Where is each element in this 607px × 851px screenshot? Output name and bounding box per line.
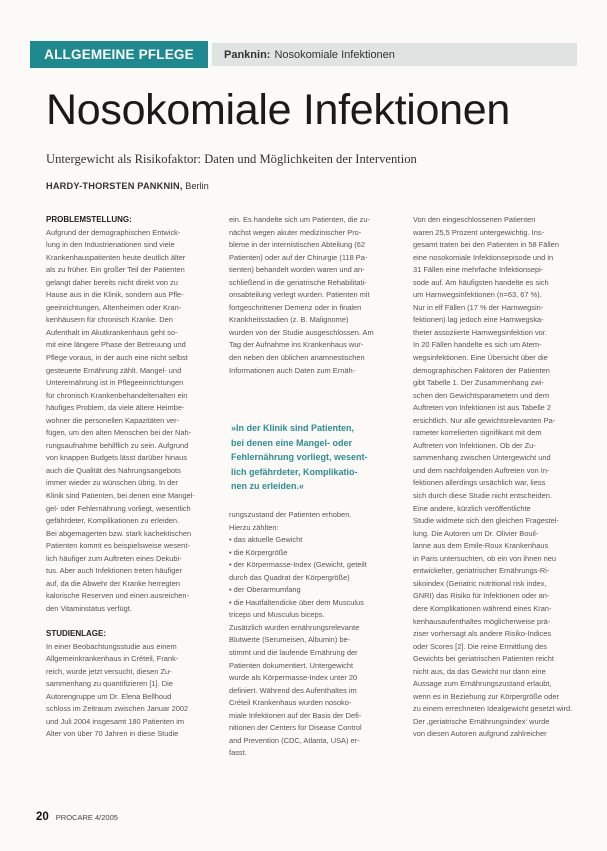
text-line: reich, wurde jetzt versucht, diesen Zu-: [46, 666, 172, 676]
text-line: Von den eingeschlossenen Patienten: [413, 215, 536, 224]
text-line: schen den Gewichtsparametern und dem: [413, 390, 550, 400]
running-head-topic: Nosokomiale Infektionen: [274, 48, 395, 61]
running-head-author: Panknin:: [224, 48, 271, 61]
byline: [46, 181, 209, 191]
text-line: Unterernährung ist in Pflegeeinrichtungen: [46, 378, 184, 388]
text-line: Hierzu zählten:: [229, 522, 279, 532]
text-line: rameter korrelierten signifikant mit dem: [413, 428, 542, 438]
text-line: • die Körpergröße: [229, 547, 288, 557]
text-line: stimmt und die laufende Ernährung der: [229, 648, 358, 658]
text-line: nicht aus, da das Gewicht nur dann eine: [413, 666, 546, 676]
text-line: als zu früher. Ein großer Teil der Patienten: [46, 265, 185, 275]
page-title: Nosokomiale Infektionen: [46, 86, 510, 134]
text-line: ersichtlich. Nur alle gewichtsrelevanten Pa-: [413, 415, 556, 425]
text-line: Auftreten von Infektionen. Ob der Zu-: [413, 440, 536, 450]
text-line: rungszustand der Patienten erhoben.: [229, 510, 352, 519]
text-line: fasst.: [229, 748, 247, 758]
text-line: und Juli 2004 insgesamt 180 Patienten im: [46, 716, 185, 726]
text-line: • die Hautfaltendicke über dem Musculus: [229, 597, 364, 607]
text-line: nächst wegen akuter medizinischer Pro-: [229, 227, 362, 237]
text-line: Gewichts bei geriatrischen Patienten reicht: [413, 654, 554, 664]
text-line: GNRI) das Risiko für Infektionen oder an-: [413, 591, 550, 601]
text-line: gefährdeter, Komplikationen zu erleiden.: [46, 516, 180, 526]
text-line: sikoindex (Geriatric nutritional risk index,: [413, 578, 547, 588]
author-location: Berlin: [185, 181, 209, 191]
section-heading: PROBLEMSTELLUNG:: [46, 215, 132, 224]
text-line: den neben den üblichen anamnestischen: [229, 353, 365, 363]
text-line: tus. Aber auch Infektionen treten häufiger: [46, 566, 183, 576]
publication-info: PROCARE 4/2005: [55, 813, 118, 822]
text-line: Pflege voraus, in der auch eine nicht selbst: [46, 353, 188, 363]
text-line: dere Komplikationen während eines Kran-: [413, 603, 552, 613]
text-line: für chronisch Krankenbehandeltenalten ein: [46, 390, 188, 400]
text-line: fektionen) lag jedoch eine Harnwegska-: [413, 315, 544, 325]
text-line: gesteuerte Ernährung zählt. Mangel- und: [46, 365, 182, 375]
text-line: den Vitaminstatus verfügt.: [46, 603, 132, 613]
text-line: Nur in elf Fällen (17 % der Harnwegsin-: [413, 302, 544, 312]
text-line: Zusätzlich wurden ernährungsrelevante: [229, 622, 360, 632]
text-line: Informationen auch Daten zum Ernäh-: [229, 365, 356, 375]
pull-quote-line: nen zu erleiden.«: [231, 481, 305, 491]
section-badge: ALLGEMEINE PFLEGE: [30, 41, 208, 68]
text-line: fektionen allerdings ursächlich war, liess: [413, 478, 546, 488]
text-line: gibt Tabelle 1. Der Zusammenhang zwi-: [413, 378, 544, 388]
page-footer: [36, 811, 118, 823]
text-line: auch die Qualität des Nahrungsangebots: [46, 465, 181, 475]
text-line: wenn es in Beziehung zur Körpergröße oder: [413, 691, 559, 701]
text-line: definiert. Während des Aufenthaltes im: [229, 685, 357, 695]
text-line: häufiges Problem, da viele ältere Heimbe-: [46, 403, 185, 413]
text-line: durch das Quadrat der Körpergröße): [229, 572, 350, 582]
text-line: auf, da die Abwehr der Kranke herregten: [46, 578, 180, 588]
pull-quote-line: Fehlernährung vorliegt, wesent-: [231, 452, 368, 462]
text-line: miale Infektionen auf der Basis der Defi-: [229, 710, 362, 720]
text-line: sode auf. Am häufigsten handelte es sich: [413, 277, 549, 287]
text-line: triceps und Musculus biceps.: [229, 610, 325, 620]
text-line: Der ‚geriatrische Ernährungsindex‘ wurde: [413, 716, 550, 726]
text-line: demographischen Faktoren der Patienten: [413, 365, 550, 375]
text-line: wurde als Körpermasse-Index unter 20: [229, 673, 358, 683]
text-line: wegsinfektionen. Eine Übersicht über die: [413, 353, 548, 363]
text-line: kenhäusern für chronisch Kranke. Den: [46, 315, 173, 325]
text-line: eine nosokomiale Infektionsepisode und in: [413, 252, 554, 262]
text-line: Patienten) oder auf der Chirurgie (118 Pa-: [229, 252, 368, 262]
text-line: Autorengruppe um Dr. Elena Bellhoud: [46, 691, 172, 701]
text-line: • der Körpermasse-Index (Gewicht, geteilt: [229, 560, 367, 570]
text-line: schloss im Zeitraum zwischen Januar 2002: [46, 704, 189, 714]
text-line: Allgemeinkrankenhaus in Créteil, Frank-: [46, 654, 179, 664]
text-line: theter assoziierte Harnwegsinfektion vor.: [413, 327, 547, 337]
text-line: nitionen der Centers for Disease Control: [229, 723, 362, 733]
text-line: Patienten kommt es beispielsweise wesent-: [46, 541, 190, 551]
text-line: lanne aus dem Emile-Roux Krankenhaus: [413, 541, 549, 551]
text-line: bleme in der internistischen Abteilung (62: [229, 240, 366, 250]
section-header: [30, 41, 577, 68]
text-line: [46, 616, 216, 629]
text-line: Auftreten von Infektionen ist aus Tabelle 2: [413, 403, 551, 413]
text-line: lung in den Industrienationen sind viele: [46, 240, 175, 250]
running-head: [212, 43, 577, 66]
text-line: Aufgrund der demographischen Entwick-: [46, 227, 181, 237]
text-line: lich häufiger zum Auftreten eines Dekubi-: [46, 553, 182, 563]
text-line: geeinrichtungen, Altenheimen oder Kran-: [46, 302, 182, 312]
text-line: von diesen Autoren aufgrund zahlreicher: [413, 729, 547, 739]
text-line: Blutwerte (Serumeisen, Albumin) be-: [229, 635, 351, 645]
text-line: waren 25,5 Prozent untergewichtig. Ins-: [413, 227, 545, 237]
text-line: onsabteilung verlegt wurden. Patienten mit: [229, 290, 370, 300]
text-line: kenhausaufenthaltes möglicherweise prä-: [413, 616, 551, 626]
text-line: gelangt daher bereits nicht direkt von zu: [46, 277, 178, 287]
text-line: Bei abgemagerten bzw. stark kachektischen: [46, 528, 192, 538]
text-line: immer wieder zu wünschen übrig. In der: [46, 478, 178, 488]
text-line: und dem nachfolgenden Auftreten von In-: [413, 465, 550, 475]
pull-quote: [231, 421, 401, 494]
text-line: gesamt traten bei den Patienten in 58 Fällen: [413, 240, 559, 250]
author-name: HARDY-THORSTEN PANKNIN,: [46, 181, 183, 191]
text-line: • das aktuelle Gewicht: [229, 535, 303, 545]
text-line: and Prevention (CDC, Atlanta, USA) er-: [229, 735, 360, 745]
text-line: fügen, um den alten Menschen bei der Nah-: [46, 428, 192, 438]
text-line: kalorische Reserven und einen ausreichen-: [46, 591, 190, 601]
text-line: Studie widmete sich den gleichen Fragestel-: [413, 516, 559, 526]
pull-quote-line: bei denen eine Mangel- oder: [231, 437, 353, 448]
text-line: 31 Fällen eine mehrfache Infektionsepi-: [413, 265, 544, 275]
text-line: wohner die personellen Kapazitäten ver-: [46, 415, 180, 425]
text-line: lung. Die Autoren um Dr. Olivier Bouil-: [413, 528, 539, 538]
text-line: Aussage zum Ernährungszustand erlaubt,: [413, 679, 552, 689]
text-line: ziser vorhersagt als andere Risiko-Indices: [413, 629, 552, 639]
text-line: Klinik sind Patienten, bei denen eine Mangel-: [46, 491, 195, 501]
page-number: 20: [36, 811, 49, 823]
text-column-3: [413, 214, 583, 741]
text-column-2-top: [229, 214, 399, 377]
text-line: Eine andere, kürzlich veröffentlichte: [413, 503, 531, 513]
text-line: sich durch diese Studie nicht entscheiden.: [413, 491, 552, 501]
text-line: fortgeschrittener Demenz oder in finalen: [229, 302, 362, 312]
text-line: oder Scores [2]. Die reine Ermittlung des: [413, 641, 547, 651]
text-line: In 20 Fällen handelte es sich um Atem-: [413, 340, 542, 350]
text-line: Patienten dokumentiert. Untergewicht: [229, 660, 354, 670]
text-line: Alter von über 70 Jahren in diese Studie: [46, 729, 179, 739]
text-line: sammenhang zwischen Untergewicht und: [413, 453, 551, 463]
text-line: von knappen Budgets lässt darüber hinaus: [46, 453, 187, 463]
text-line: Aufenthalt im Akutkrankenhaus geht so-: [46, 327, 178, 337]
text-line: Hause aus in die Klinik, sondern aus Pfle-: [46, 290, 184, 300]
text-line: • der Oberarmumfang: [229, 585, 301, 595]
text-line: gel- oder Fehlernährung vorliegt, wesentlich: [46, 503, 191, 513]
text-line: schließend in die geriatrische Rehabilitati-: [229, 277, 367, 287]
text-line: mit eine längere Phase der Betreuung und: [46, 340, 186, 350]
text-line: Krankenhauspatienten heute deutlich älter: [46, 252, 186, 262]
text-line: Créteil Krankenhaus wurden nosoko-: [229, 698, 352, 708]
text-line: wurden von der Studie ausgeschlossen. Am: [229, 327, 374, 337]
pull-quote-line: lich gefährdeter, Komplikatio-: [231, 466, 358, 477]
text-line: tienten) behandelt worden waren und an-: [229, 265, 365, 275]
text-line: Krankheitsstadien (z. B. Malignome): [229, 315, 349, 325]
text-line: Tag der Aufnahme ins Krankenhaus wur-: [229, 340, 364, 350]
section-heading: STUDIENLAGE:: [46, 629, 106, 639]
text-line: zu einem errechneten Idealgewicht gesetzt wird.: [413, 704, 573, 714]
text-line: entwickelter, geriatrischer Ernährungs-Ri-: [413, 566, 550, 576]
text-line: in Paris untersuchten, ob ein von ihnen neu: [413, 553, 557, 563]
text-column-2-bottom: [229, 509, 399, 760]
text-column-1: [46, 214, 216, 741]
text-line: ein. Es handelte sich um Patienten, die zu-: [229, 215, 370, 224]
text-line: um Harnwegsinfektionen (n=63, 67 %).: [413, 290, 542, 300]
pull-quote-line: »In der Klinik sind Patienten,: [231, 423, 355, 433]
text-line: sammenhang zu quantifizieren [1]. Die: [46, 679, 173, 689]
subtitle: Untergewicht als Risikofaktor: Daten und Möglichkeiten der Intervention: [46, 152, 417, 166]
text-line: rungsaufnahme behilflich zu sein. Aufgrund: [46, 440, 189, 450]
text-line: In einer Beobachtungsstudie aus einem: [46, 641, 177, 651]
